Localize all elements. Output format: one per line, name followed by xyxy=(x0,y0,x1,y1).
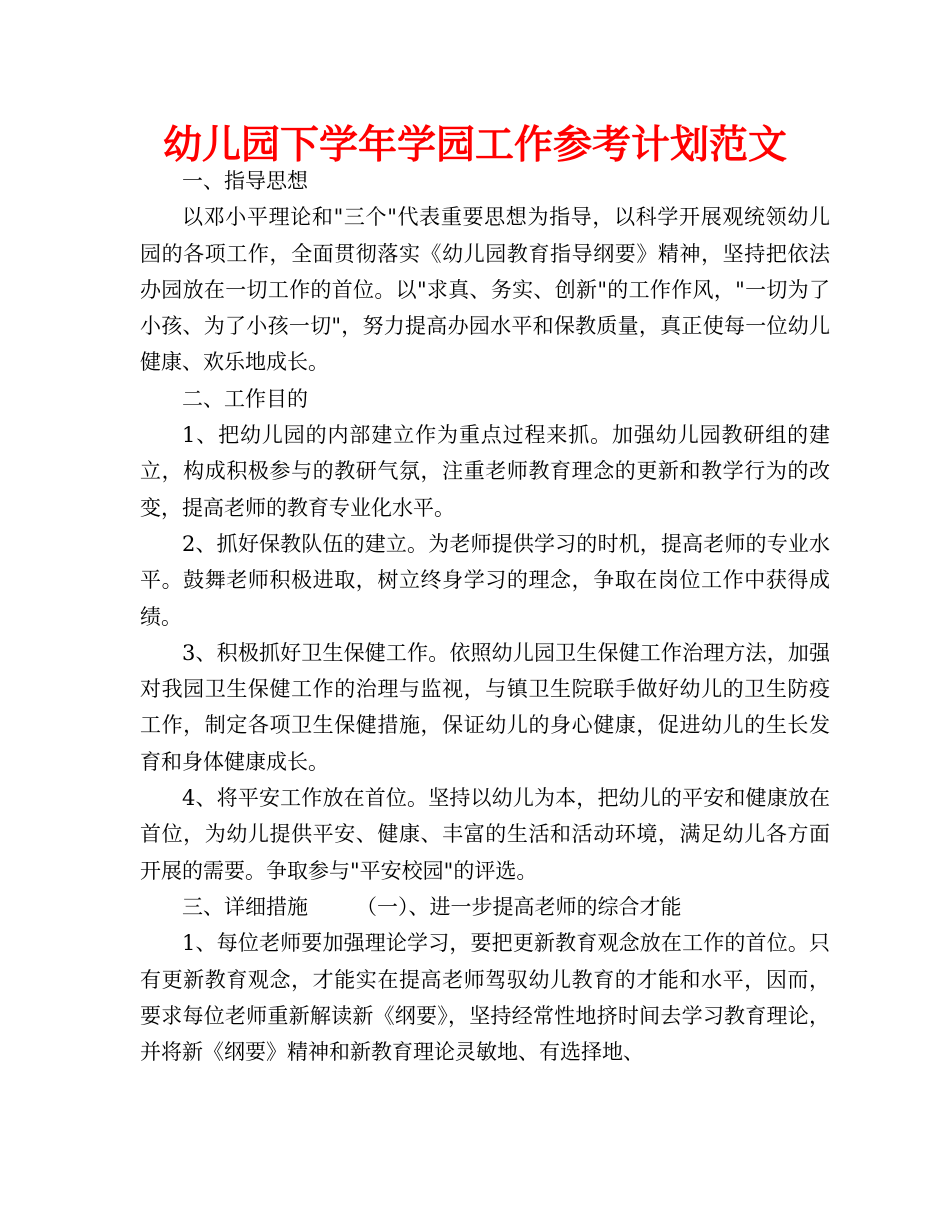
section-heading-guiding-ideology: 一、指导思想 xyxy=(182,169,308,193)
section-heading-work-goals: 二、工作目的 xyxy=(182,386,308,411)
document-title: 幼儿园下学年学园工作参考计划范文 xyxy=(162,123,787,168)
section-heading-label: 三、详细措施 xyxy=(182,894,308,919)
paragraph: 1、把幼儿园的内部建立作为重点过程来抓。加强幼儿园教研组的建立，构成积极参与的教研气氛，注重老师教育理念的更新和教学行为的改变，提高老师的教育专业化水平。 xyxy=(140,423,830,520)
document-body xyxy=(140,163,830,1070)
subsection-heading: （一）、进一步提高老师的综合才能 xyxy=(356,894,682,919)
paragraph: 1、每位老师要加强理论学习，要把更新教育观念放在工作的首位。只有更新教育观念，才能实在提高老师驾驭幼儿教育的才能和水平，因而，要求每位老师重新解读新《纲要》，坚持经常性地挤时间去学习教育理论，并将新《纲要》精神和新教育理论灵敏地、有选择地、 xyxy=(140,931,830,1065)
section-heading-detailed-measures xyxy=(140,889,830,925)
paragraph: 以邓小平理论和"三个"代表重要思想为指导，以科学开展观统领幼儿园的各项工作，全面贯彻落实《幼儿园教育指导纲要》精神，坚持把依法办园放在一切工作的首位。以"求真、务实、创新"的工作作风，"一切为了小孩、为了小孩一切"，努力提高办园水平和保教质量，真正使每一位幼儿健康、欢乐地成长。 xyxy=(140,205,830,375)
paragraph: 3、积极抓好卫生保健工作。依照幼儿园卫生保健工作治理方法，加强对我园卫生保健工作的治理与监视，与镇卫生院联手做好幼儿的卫生防疫工作，制定各项卫生保健措施，保证幼儿的身心健康，促进幼儿的生长发育和身体健康成长。 xyxy=(140,640,830,774)
paragraph: 2、抓好保教队伍的建立。为老师提供学习的时机，提高老师的专业水平。鼓舞老师积极进取，树立终身学习的理念，争取在岗位工作中获得成绩。 xyxy=(140,531,830,629)
paragraph: 4、将平安工作放在首位。坚持以幼儿为本，把幼儿的平安和健康放在首位，为幼儿提供平安、健康、丰富的生活和活动环境，满足幼儿各方面开展的需要。争取参与"平安校园"的评选。 xyxy=(140,786,830,883)
